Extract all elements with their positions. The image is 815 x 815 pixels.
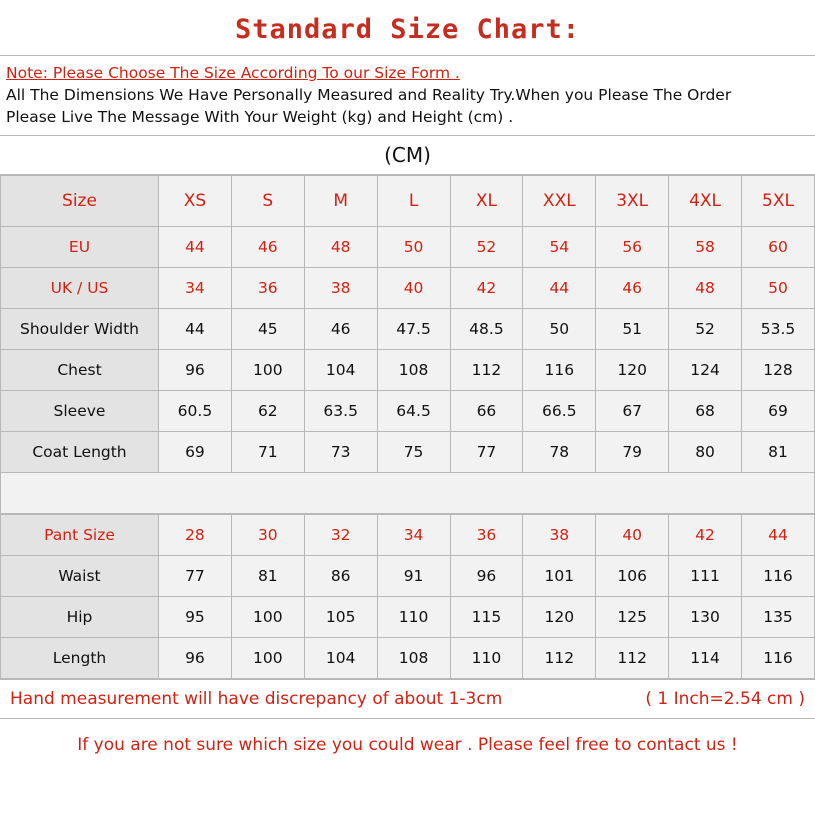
row-label: Chest (1, 350, 159, 391)
cell: 75 (377, 432, 450, 473)
cell: 101 (523, 556, 596, 597)
cell: 68 (669, 391, 742, 432)
column-header: XS (159, 176, 232, 227)
cell: 62 (231, 391, 304, 432)
column-header: XXL (523, 176, 596, 227)
row-label: Coat Length (1, 432, 159, 473)
column-header: Size (1, 176, 159, 227)
cell: 100 (231, 350, 304, 391)
cell: 110 (450, 638, 523, 679)
cell: 63.5 (304, 391, 377, 432)
cell: 77 (450, 432, 523, 473)
note-line-2: Please Live The Message With Your Weight (kg) and Height (cm) . (6, 107, 514, 126)
cell: 111 (669, 556, 742, 597)
column-header: 44 (742, 515, 815, 556)
table-row (1, 176, 815, 227)
cell: 120 (523, 597, 596, 638)
cell: 54 (523, 227, 596, 268)
cell: 78 (523, 432, 596, 473)
table-row (1, 638, 815, 679)
cell: 38 (304, 268, 377, 309)
column-header: 40 (596, 515, 669, 556)
cell: 51 (596, 309, 669, 350)
row-label: Length (1, 638, 159, 679)
cell: 44 (159, 309, 232, 350)
table-row (1, 268, 815, 309)
cell: 100 (231, 597, 304, 638)
cell: 124 (669, 350, 742, 391)
cell: 44 (523, 268, 596, 309)
column-header: S (231, 176, 304, 227)
column-header: 28 (159, 515, 232, 556)
column-header: 5XL (742, 176, 815, 227)
cell: 48 (304, 227, 377, 268)
table-row (1, 227, 815, 268)
cell: 64.5 (377, 391, 450, 432)
cell: 52 (669, 309, 742, 350)
table-row (1, 432, 815, 473)
cell: 91 (377, 556, 450, 597)
cell: 60 (742, 227, 815, 268)
cell: 96 (159, 350, 232, 391)
cell: 79 (596, 432, 669, 473)
column-header: XL (450, 176, 523, 227)
cell: 125 (596, 597, 669, 638)
cell: 105 (304, 597, 377, 638)
cell: 34 (159, 268, 232, 309)
cell: 48.5 (450, 309, 523, 350)
column-header: 3XL (596, 176, 669, 227)
cell: 115 (450, 597, 523, 638)
cell: 116 (523, 350, 596, 391)
inch-conversion-note: ( 1 Inch=2.54 cm ) (645, 689, 805, 710)
row-label: Sleeve (1, 391, 159, 432)
spacer-cell (1, 473, 815, 514)
table-spacer-row (1, 473, 815, 514)
column-header: 34 (377, 515, 450, 556)
cell: 128 (742, 350, 815, 391)
cell: 110 (377, 597, 450, 638)
cell: 100 (231, 638, 304, 679)
cell: 45 (231, 309, 304, 350)
column-header: M (304, 176, 377, 227)
cell: 71 (231, 432, 304, 473)
table-row (1, 350, 815, 391)
unit-label: (CM) (0, 136, 815, 175)
cell: 46 (231, 227, 304, 268)
column-header: 36 (450, 515, 523, 556)
note-block (0, 56, 815, 136)
cell: 53.5 (742, 309, 815, 350)
cell: 106 (596, 556, 669, 597)
row-label: Waist (1, 556, 159, 597)
cell: 112 (450, 350, 523, 391)
row-label: UK / US (1, 268, 159, 309)
cell: 67 (596, 391, 669, 432)
column-header: 42 (669, 515, 742, 556)
cell: 47.5 (377, 309, 450, 350)
cell: 80 (669, 432, 742, 473)
cell: 50 (523, 309, 596, 350)
cell: 58 (669, 227, 742, 268)
note-line-1: All The Dimensions We Have Personally Measured and Reality Try.When you Please The Order (6, 86, 732, 104)
cell: 69 (159, 432, 232, 473)
footer-note-row (0, 679, 815, 719)
cell: 108 (377, 350, 450, 391)
cell: 130 (669, 597, 742, 638)
cell: 96 (159, 638, 232, 679)
cell: 48 (669, 268, 742, 309)
cell: 36 (231, 268, 304, 309)
cell: 42 (450, 268, 523, 309)
table-row (1, 391, 815, 432)
cell: 77 (159, 556, 232, 597)
cell: 66 (450, 391, 523, 432)
cell: 40 (377, 268, 450, 309)
row-label: Hip (1, 597, 159, 638)
cell: 135 (742, 597, 815, 638)
table-row (1, 556, 815, 597)
cell: 81 (742, 432, 815, 473)
column-header: 30 (231, 515, 304, 556)
cell: 116 (742, 638, 815, 679)
cell: 69 (742, 391, 815, 432)
cell: 104 (304, 638, 377, 679)
cell: 108 (377, 638, 450, 679)
cell: 66.5 (523, 391, 596, 432)
cell: 120 (596, 350, 669, 391)
cell: 46 (596, 268, 669, 309)
cell: 81 (231, 556, 304, 597)
cell: 46 (304, 309, 377, 350)
cell: 104 (304, 350, 377, 391)
page-title: Standard Size Chart: (234, 14, 581, 45)
cell: 56 (596, 227, 669, 268)
cell: 50 (377, 227, 450, 268)
table-row (1, 597, 815, 638)
cell: 73 (304, 432, 377, 473)
column-header: 38 (523, 515, 596, 556)
cell: 52 (450, 227, 523, 268)
cell: 60.5 (159, 391, 232, 432)
table-row (1, 309, 815, 350)
row-label: Shoulder Width (1, 309, 159, 350)
discrepancy-note: Hand measurement will have discrepancy of about 1-3cm (10, 689, 503, 710)
cell: 95 (159, 597, 232, 638)
cell: 116 (742, 556, 815, 597)
cell: 50 (742, 268, 815, 309)
column-header: Pant Size (1, 515, 159, 556)
contact-note: If you are not sure which size you could wear . Please feel free to contact us ! (77, 735, 738, 756)
row-label: EU (1, 227, 159, 268)
cell: 112 (596, 638, 669, 679)
title-bar (0, 0, 815, 56)
column-header: 4XL (669, 176, 742, 227)
cell: 86 (304, 556, 377, 597)
top-size-table (0, 175, 815, 514)
table-row (1, 515, 815, 556)
note-red: Note: Please Choose The Size According To our Size Form . (6, 64, 460, 82)
bottom-size-table (0, 514, 815, 679)
column-header: L (377, 176, 450, 227)
column-header: 32 (304, 515, 377, 556)
cell: 96 (450, 556, 523, 597)
cell: 114 (669, 638, 742, 679)
cell: 112 (523, 638, 596, 679)
cell: 44 (159, 227, 232, 268)
